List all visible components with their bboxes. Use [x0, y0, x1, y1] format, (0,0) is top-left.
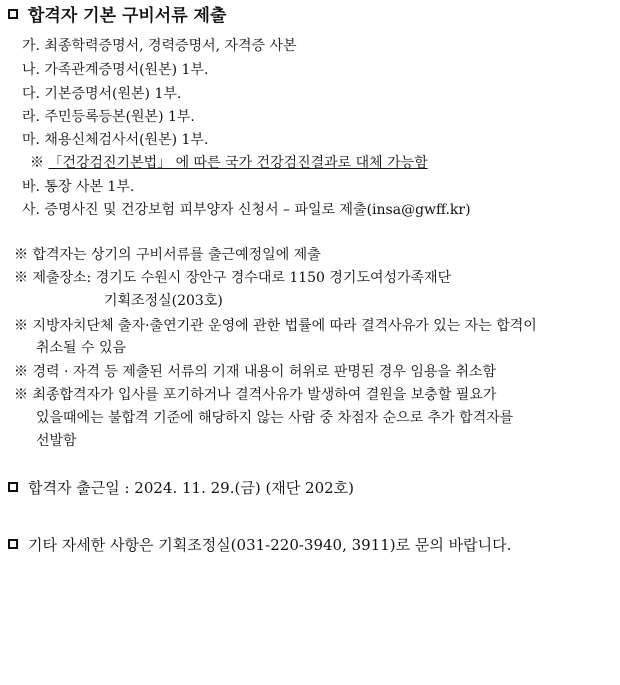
- section-start-date: [8, 478, 354, 498]
- note-vacancy-cont: 있을때에는 불합격 기준에 해당하지 않는 사람 중 차점자 순으로 추가 합격자를: [36, 410, 514, 426]
- note-vacancy: ※ 최종합격자가 입사를 포기하거나 결격사유가 발생하여 결원을 보충할 필요가: [14, 387, 497, 403]
- note-submit-place: ※ 제출장소: 경기도 수원시 장안구 경수대로 1150 경기도여성가족재단: [14, 270, 452, 286]
- note-false-info: ※ 경력 · 자격 등 제출된 서류의 기재 내용이 허위로 판명된 경우 임용을 취소함: [14, 364, 497, 380]
- note-submit-date: ※ 합격자는 상기의 구비서류를 출근예정일에 제출: [14, 247, 321, 263]
- doc-item-ra: 라. 주민등록등본(원본) 1부.: [22, 109, 195, 125]
- section-heading-documents: [8, 5, 226, 27]
- checkbox-square-icon: [8, 539, 18, 549]
- doc-item-ma: 마. 채용신체검사서(원본) 1부.: [22, 132, 209, 148]
- doc-item-na: 나. 가족관계증명서(원본) 1부.: [22, 62, 209, 78]
- checkbox-square-icon: [8, 482, 18, 492]
- note-disqualification: ※ 지방자치단체 출자·출연기관 운영에 관한 법률에 따라 결격사유가 있는 자는 합격이: [14, 318, 537, 334]
- start-date-text: 합격자 출근일 : 2024. 11. 29.(금) (재단 202호): [28, 479, 355, 497]
- health-checkup-note: [30, 154, 428, 172]
- doc-item-sa: 사. 증명사진 및 건강보험 피부양자 신청서 – 파일로 제출(insa@gwff.kr): [22, 202, 471, 218]
- note-submit-place-room: 기획조정실(203호): [104, 293, 223, 309]
- note-disqualification-cont: 취소될 수 있음: [36, 340, 127, 356]
- health-checkup-note-text: 「건강검진기본법」 에 따른 국가 건강검진결과로 대체 가능함: [48, 155, 428, 171]
- doc-item-da: 다. 기본증명서(원본) 1부.: [22, 86, 182, 102]
- heading-text: 합격자 기본 구비서류 제출: [28, 6, 227, 26]
- reference-mark: ※: [30, 155, 44, 171]
- note-vacancy-cont2: 선발함: [36, 433, 77, 449]
- checkbox-square-icon: [8, 9, 18, 19]
- doc-item-ga: 가. 최종학력증명서, 경력증명서, 자격증 사본: [22, 38, 297, 54]
- contact-text: 기타 자세한 사항은 기획조정실(031-220-3940, 3911)로 문의 바랍니다.: [28, 536, 512, 554]
- section-contact: [8, 535, 511, 555]
- doc-item-ba: 바. 통장 사본 1부.: [22, 179, 135, 195]
